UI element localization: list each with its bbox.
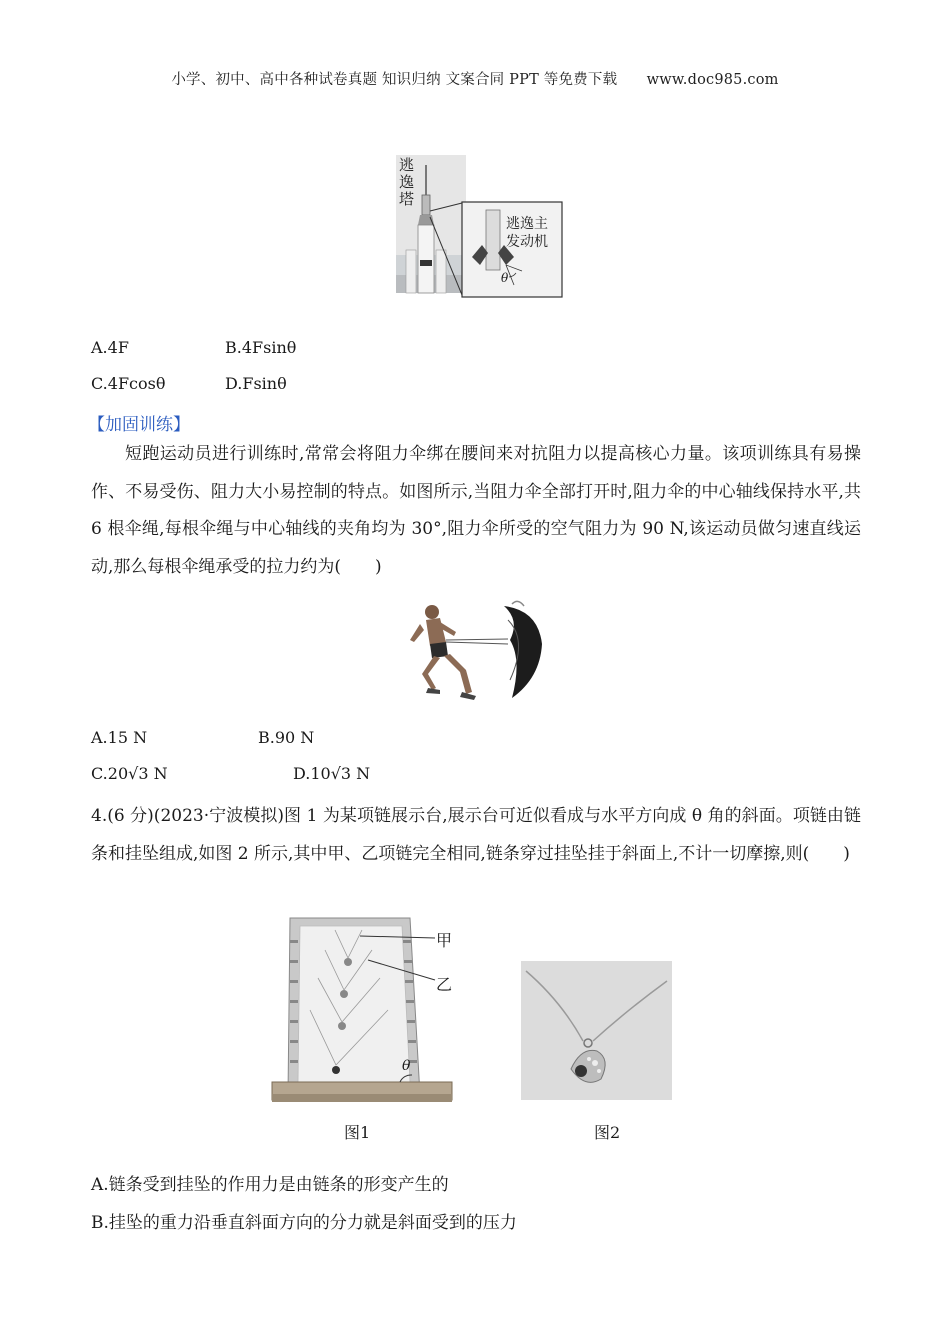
tower-label: 逃逸塔: [399, 156, 415, 208]
engine-label-2: 发动机: [506, 234, 548, 250]
angle-label: θ: [501, 271, 509, 285]
label-theta: θ: [402, 1058, 411, 1074]
training-option-a[interactable]: A.15 N: [91, 728, 148, 747]
necklace-stand-figure: [270, 910, 460, 1110]
pendant-figure: [521, 961, 672, 1100]
training-question: 短跑运动员进行训练时,常常会将阻力伞绑在腰间来对抗阻力以提高核心力量。该项训练具有易操作、不易受伤、阻力大小易控制的特点。如图所示,当阻力伞全部打开时,阻力伞的中心轴线保持水平,共 6 根伞绳,每根伞绳与中心轴线的夹角均为 30°,阻力伞所受的空气阻力为 90 N,该运动员做匀速直线运动,那么每根伞绳承受的拉力约为( ): [91, 444, 861, 577]
training-option-d[interactable]: D.10√3 N: [293, 764, 371, 783]
page-header: 小学、初中、高中各种试卷真题 知识归纳 文案合同 PPT 等免费下载 www.doc985.com: [171, 72, 779, 88]
fig1-caption: 图1: [344, 1123, 371, 1142]
training-option-b[interactable]: B.90 N: [258, 728, 315, 747]
q4-option-a[interactable]: A.链条受到挂坠的作用力是由链条的形变产生的: [91, 1175, 449, 1195]
q3-option-c[interactable]: C.4Fcosθ: [91, 374, 166, 393]
q3-option-d[interactable]: D.Fsinθ: [225, 374, 287, 393]
q4-option-b[interactable]: B.挂坠的重力沿垂直斜面方向的分力就是斜面受到的压力: [91, 1213, 517, 1233]
engine-label-1: 逃逸主: [506, 216, 548, 232]
training-option-c[interactable]: C.20√3 N: [91, 764, 168, 783]
fig2-caption: 图2: [594, 1123, 621, 1142]
q3-option-a[interactable]: A.4F: [91, 338, 129, 357]
q3-option-b[interactable]: B.4Fsinθ: [225, 338, 297, 357]
section-title: 【加固训练】: [88, 415, 190, 435]
rocket-figure: [396, 155, 566, 300]
label-yi: 乙: [436, 975, 453, 994]
runner-figure: [400, 600, 550, 708]
label-jia: 甲: [436, 931, 453, 950]
q4-question: 4.(6 分)(2023·宁波模拟)图 1 为某项链展示台,展示台可近似看成与水平方向成 θ 角的斜面。项链由链条和挂坠组成,如图 2 所示,其中甲、乙项链完全相同,链条穿过挂坠挂于斜面上,不计一切摩擦,则( ): [91, 806, 861, 864]
